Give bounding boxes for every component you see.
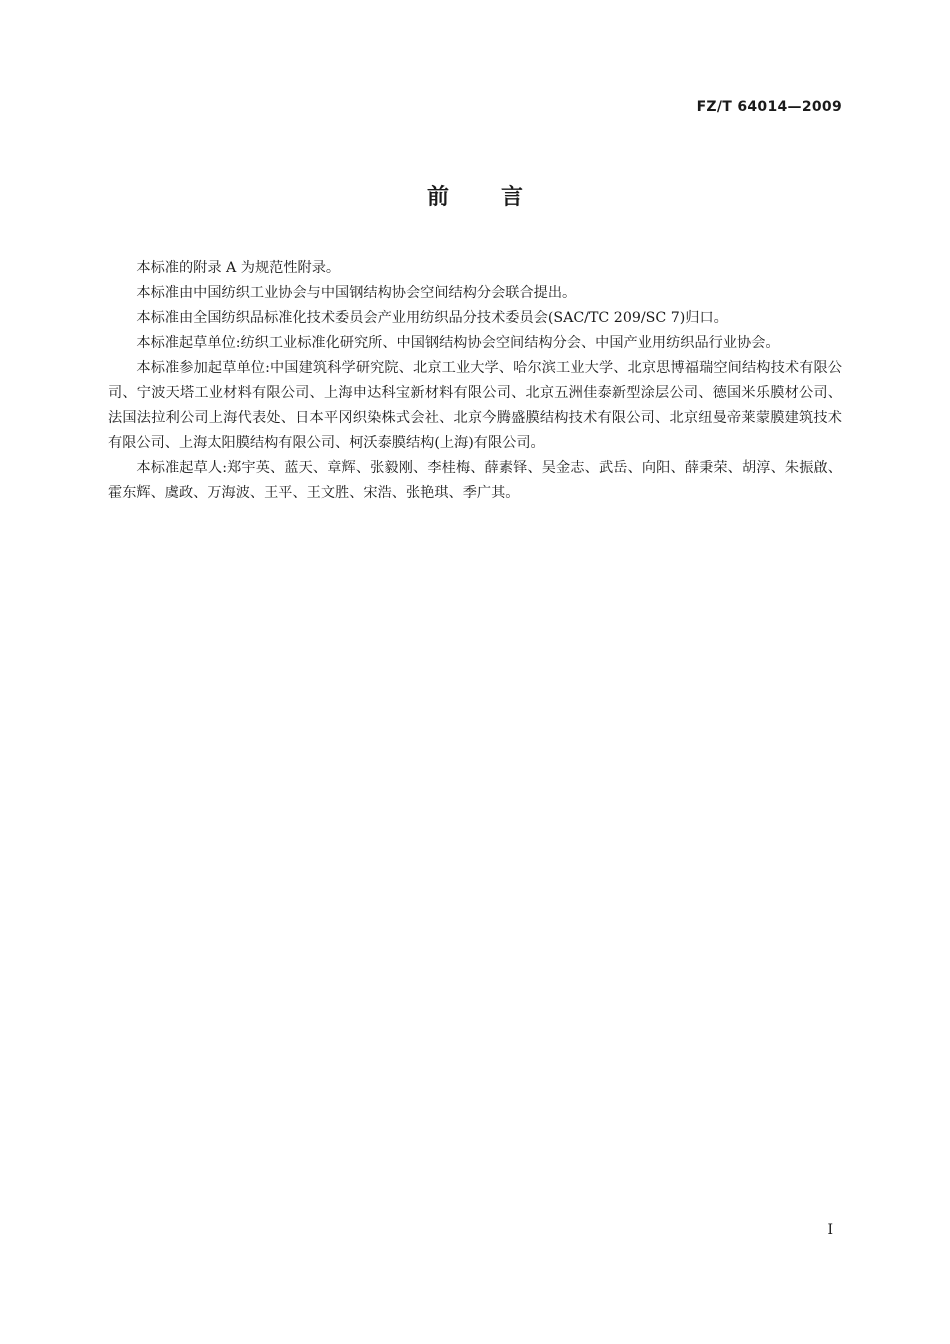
paragraph-drafters: 本标准起草人:郑宇英、蓝天、章辉、张毅刚、李桂梅、薛素铎、吴金志、武岳、向阳、薛秉荣、胡淳、朱振啟、霍东辉、虞政、万海波、王平、王文胜、宋浩、张艳琪、季广其。 (108, 460, 842, 501)
paragraph-annex: 本标准的附录 A 为规范性附录。 (136, 260, 341, 276)
page-title (0, 180, 950, 211)
paragraph-centralized-by: 本标准由全国纺织品标准化技术委员会产业用纺织品分技术委员会(SAC/TC 209/SC 7)归口。 (136, 310, 728, 326)
standard-code: FZ/T 64014—2009 (696, 99, 842, 115)
page-number: I (827, 1222, 833, 1238)
paragraph-proposed-by: 本标准由中国纺织工业协会与中国钢结构协会空间结构分会联合提出。 (136, 285, 577, 301)
foreword-body (108, 256, 842, 506)
page-title-char-1: 前 (426, 185, 449, 210)
paragraph-participating-units: 本标准参加起草单位:中国建筑科学研究院、北京工业大学、哈尔滨工业大学、北京思博福瑞空间结构技术有限公司、宁波天塔工业材料有限公司、上海申达科宝新材料有限公司、北京五洲佳泰新型涂层公司、德国米乐膜材公司、法国法拉利公司上海代表处、日本平冈织染株式会社、北京今腾盛膜结构技术有限公司、北京纽曼帝莱蒙膜建筑技术有限公司、上海太阳膜结构有限公司、柯沃泰膜结构(上海)有限公司。 (108, 360, 842, 451)
paragraph-drafting-units: 本标准起草单位:纺织工业标准化研究所、中国钢结构协会空间结构分会、中国产业用纺织品行业协会。 (136, 335, 780, 351)
page-title-char-2: 言 (501, 185, 524, 210)
